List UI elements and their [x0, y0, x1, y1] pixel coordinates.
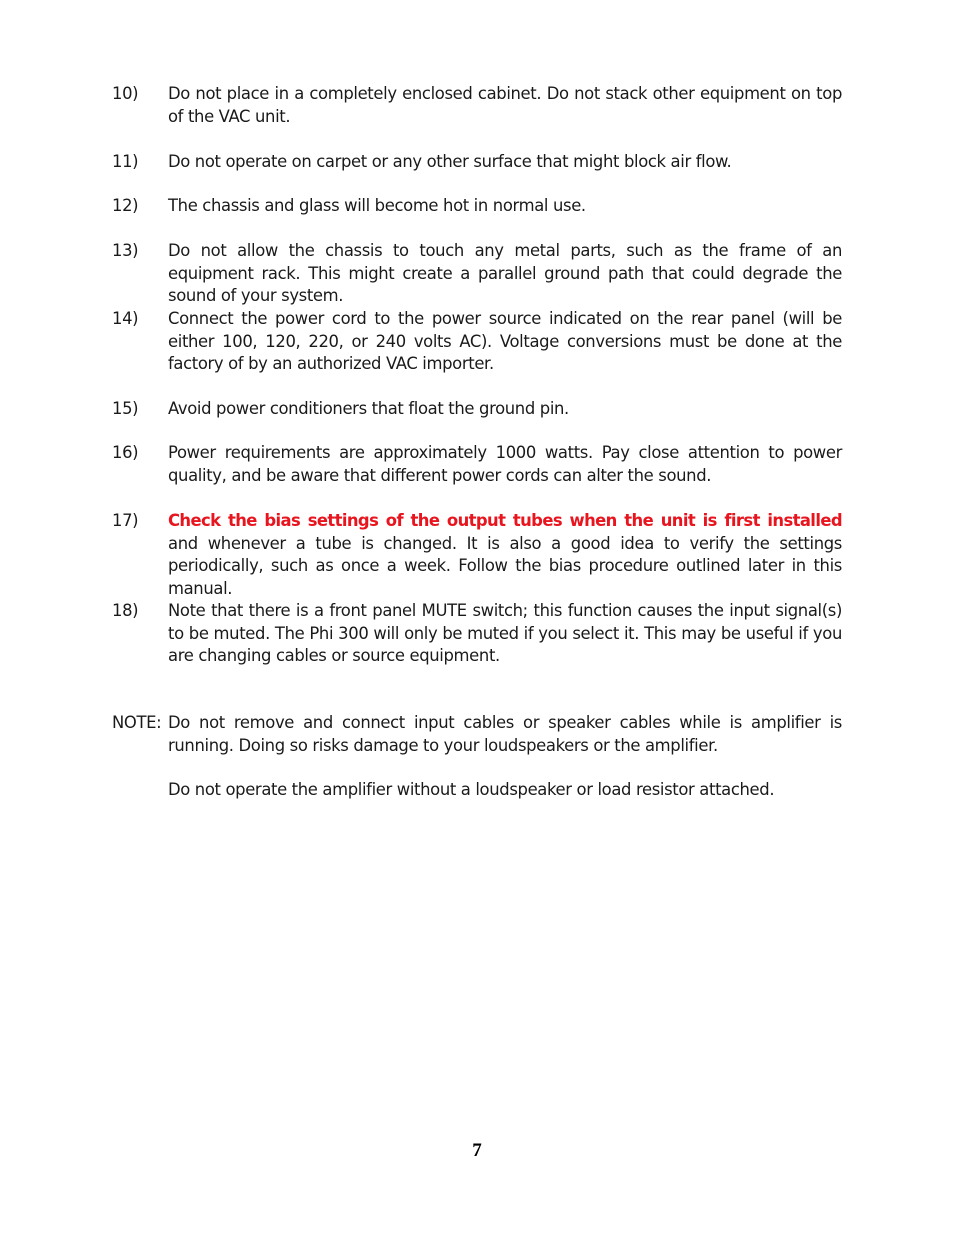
list-item [112, 195, 842, 218]
item-text: Do not place in a completely enclosed cabinet. Do not stack other equipment on top of the VAC unit. [168, 84, 842, 126]
list-item [112, 308, 842, 376]
item-number: 10) [112, 84, 139, 103]
item-number: 11) [112, 152, 139, 171]
note-label: NOTE: [112, 713, 162, 732]
item-text: Do not operate on carpet or any other surface that might block air flow. [168, 152, 732, 171]
list-item [112, 398, 842, 421]
page-number: 7 [472, 1140, 482, 1161]
item-text: Do not allow the chassis to touch any metal parts, such as the frame of an equipment rack. This might create a parallel ground path that could degrade the sound of your system. [168, 241, 842, 306]
item-number: 13) [112, 241, 139, 260]
item-number: 17) [112, 511, 139, 530]
item-text [168, 510, 842, 600]
bias-warning-highlight: Check the bias settings of the output tubes when the unit is first installed [168, 511, 842, 530]
item-text: Note that there is a front panel MUTE switch; this function causes the input signal(s) to be muted. The Phi 300 will only be muted if you select it. This may be useful if you are changing cables or source equipment. [168, 601, 842, 666]
note-text: Do not operate the amplifier without a loudspeaker or load resistor attached. [168, 780, 775, 799]
list-item [112, 240, 842, 308]
item-text-rest: and whenever a tube is changed. It is also a good idea to verify the settings periodically, such as once a week. Follow the bias procedure outlined later in this manual. [168, 533, 842, 598]
list-item [112, 510, 842, 600]
list-item [112, 83, 842, 128]
item-text: The chassis and glass will become hot in normal use. [168, 196, 586, 215]
item-number: 14) [112, 309, 139, 328]
item-number: 15) [112, 399, 139, 418]
item-text: Avoid power conditioners that float the ground pin. [168, 399, 569, 418]
note-block-continued [112, 779, 842, 802]
item-number: 12) [112, 196, 139, 215]
list-item [112, 600, 842, 668]
item-number: 18) [112, 601, 139, 620]
item-text: Connect the power cord to the power source indicated on the rear panel (will be either 100, 120, 220, or 240 volts AC). Voltage conversions must be done at the factory of by an authorized VAC importer. [168, 309, 842, 374]
item-text: Power requirements are approximately 1000 watts. Pay close attention to power quality, and be aware that different power cords can alter the sound. [168, 443, 842, 485]
list-item [112, 442, 842, 487]
note-text: Do not remove and connect input cables or speaker cables while is amplifier is running. Doing so risks damage to your loudspeakers or the amplifier. [168, 713, 842, 755]
note-block [112, 712, 842, 757]
item-number: 16) [112, 443, 139, 462]
list-item [112, 151, 842, 174]
